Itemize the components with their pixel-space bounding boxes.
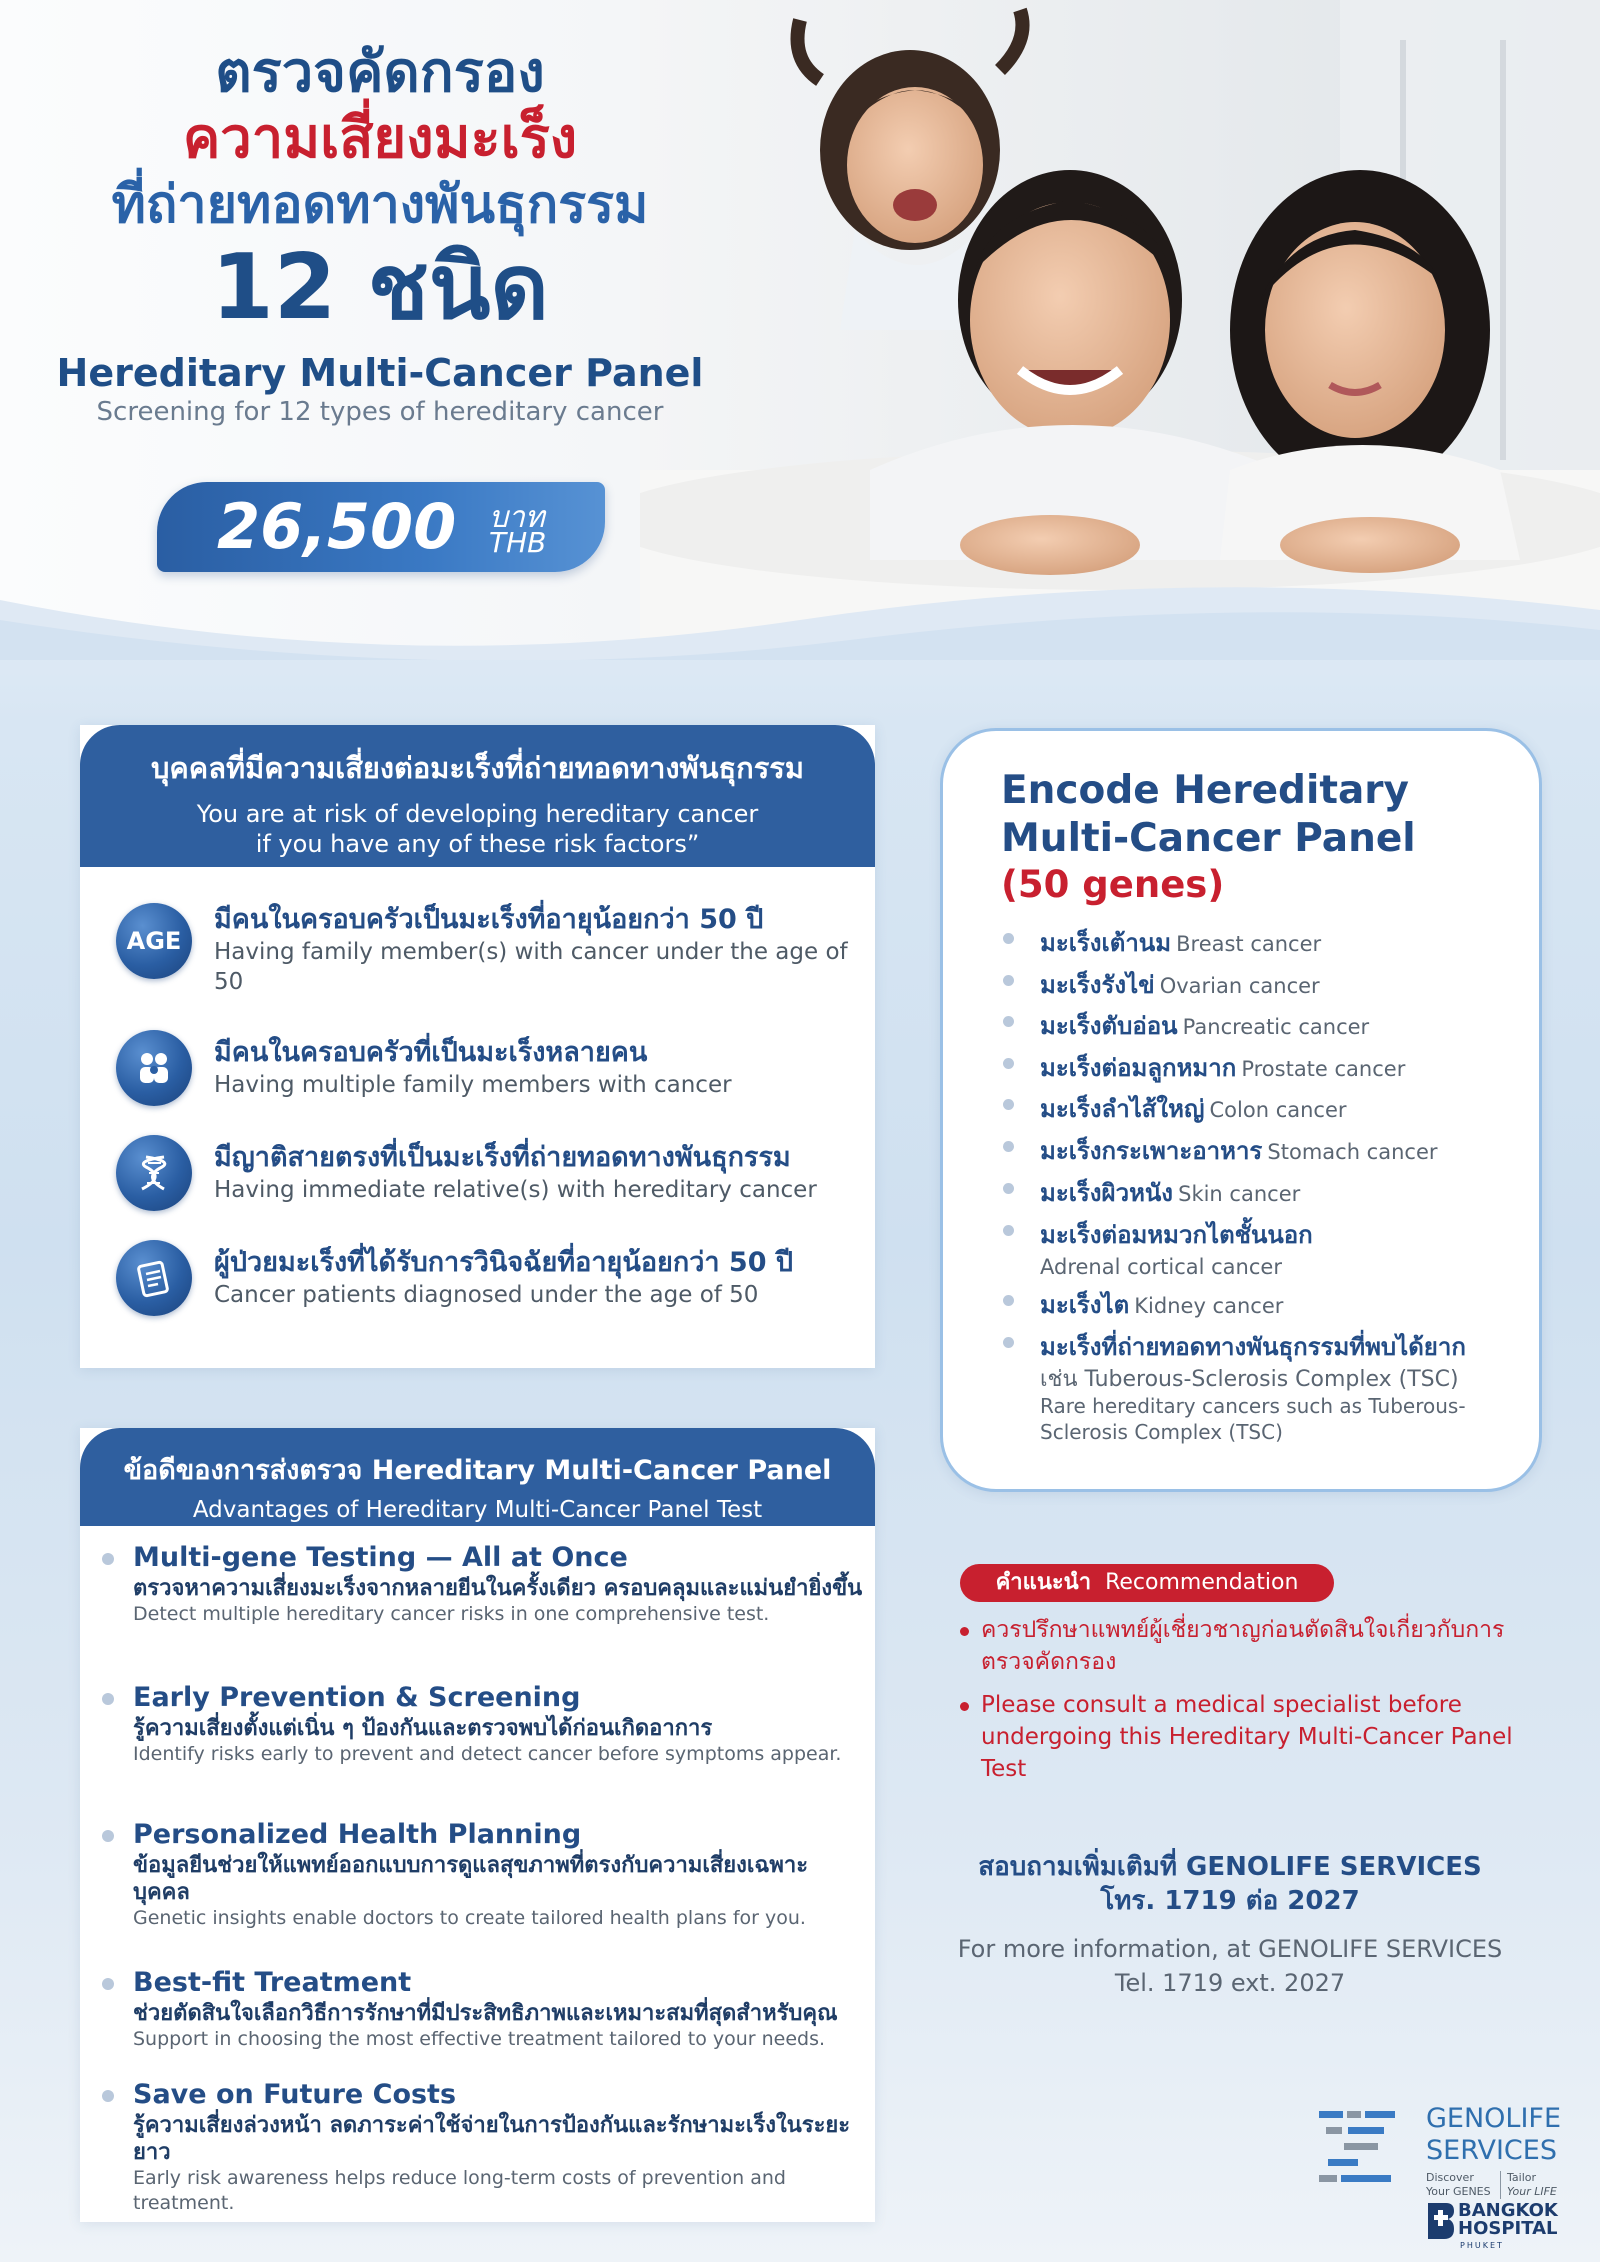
risk-item-th: มีญาติสายตรงที่เป็นมะเร็งที่ถ่ายทอดทางพันธุกรรม — [214, 1142, 791, 1173]
advantage-title: Personalized Health Planning — [133, 1819, 582, 1850]
bullet — [1003, 1016, 1014, 1027]
recommendation-label-en: Recommendation — [1105, 1570, 1299, 1595]
hospital-branch: PHUKET — [1460, 2241, 1504, 2250]
hero-title-block — [40, 40, 720, 428]
encode-panel — [940, 728, 1542, 1492]
gene-en: Colon cancer — [1209, 1098, 1347, 1122]
gene-th: มะเร็งผิวหนัง — [1040, 1179, 1174, 1207]
risk-item-th: มีคนในครอบครัวเป็นมะเร็งที่อายุน้อยกว่า 50 ปี — [214, 904, 764, 935]
risk-heading-en-1: You are at risk of developing hereditary cancer — [196, 800, 759, 828]
gene-th: มะเร็งกระเพาะอาหาร — [1040, 1137, 1263, 1165]
gene-th: มะเร็งต่อมหมวกไตชั้นนอก — [1040, 1221, 1313, 1249]
bullet — [102, 1693, 114, 1705]
bullet — [1003, 975, 1014, 986]
advantage-en: Support in choosing the most effective treatment tailored to your needs. — [133, 2028, 826, 2050]
gene-th: มะเร็งลำไส้ใหญ่ — [1040, 1095, 1205, 1123]
hero-title-line2: ความเสี่ยงมะเร็ง — [182, 106, 578, 171]
bullet — [102, 1978, 114, 1990]
risk-panel-header — [80, 725, 875, 867]
genolife-word-2: SERVICES — [1426, 2135, 1557, 2166]
advantage-th: ข้อมูลยีนช่วยให้แพทย์ออกแบบการดูแลสุขภาพที่ตรงกับความเสี่ยงเฉพาะบุคคล — [133, 1853, 809, 1905]
advantage-th: ตรวจหาความเสี่ยงมะเร็งจากหลายยีนในครั้งเดียว ครอบคลุมและแม่นยำยิ่งขึ้น — [133, 1576, 863, 1601]
hero-subtitle-desc: Screening for 12 types of hereditary cancer — [96, 397, 664, 427]
bullet — [1003, 1295, 1014, 1306]
advantages-heading-th: ข้อดีของการส่งตรวจ — [123, 1455, 363, 1486]
tag2a: Tailor — [1507, 2171, 1537, 2184]
hero-title-line1: ตรวจคัดกรอง — [215, 40, 545, 105]
gene-en: Kidney cancer — [1134, 1294, 1284, 1318]
contact-block — [920, 1850, 1540, 2000]
gene-th: มะเร็งตับอ่อน — [1040, 1012, 1178, 1040]
genolife-tag-2 — [1500, 2171, 1557, 2199]
advantage-en: Genetic insights enable doctors to create tailored health plans for you. — [133, 1907, 806, 1929]
gene-th: มะเร็งเต้านม — [1040, 929, 1172, 957]
genolife-tag-1 — [1426, 2171, 1491, 2199]
bullet — [102, 2090, 114, 2102]
bullet — [1003, 1337, 1014, 1348]
tag1b: Your GENES — [1426, 2185, 1491, 2198]
risk-item-en: Cancer patients diagnosed under the age of 50 — [214, 1282, 759, 1308]
recommendation-th: ควรปรึกษาแพทย์ผู้เชี่ยวชาญก่อนตัดสินใจเกี่ยวกับการตรวจคัดกรอง — [981, 1617, 1505, 1675]
gene-th-sub: เช่น Tuberous-Sclerosis Complex (TSC) — [1040, 1367, 1459, 1392]
hero-title-line3: ที่ถ่ายทอดทางพันธุกรรม — [111, 175, 649, 235]
risk-item-en: Having family member(s) with cancer under the age of 50 — [214, 939, 848, 995]
advantage-title: Early Prevention & Screening — [133, 1682, 581, 1713]
bullet — [102, 1830, 114, 1842]
gene-en: Pancreatic cancer — [1182, 1015, 1370, 1039]
advantages-heading-en: Advantages of Hereditary Multi-Cancer Panel Test — [192, 1497, 763, 1523]
bullet — [1003, 933, 1014, 944]
encode-title-line1: Encode Hereditary — [1001, 768, 1409, 813]
gene-th: มะเร็งที่ถ่ายทอดทางพันธุกรรมที่พบได้ยาก — [1040, 1333, 1466, 1361]
advantage-en: Detect multiple hereditary cancer risks in one comprehensive test. — [133, 1603, 770, 1625]
gene-th: มะเร็งต่อมลูกหมาก — [1040, 1054, 1237, 1082]
advantages-panel — [80, 1428, 875, 2222]
bangkok-hospital-mark-icon — [1426, 2201, 1456, 2241]
risk-item-en: Having immediate relative(s) with hereditary cancer — [214, 1177, 817, 1203]
risk-heading-en-2: if you have any of these risk factors” — [255, 830, 700, 858]
advantage-th: รู้ความเสี่ยงตั้งแต่เนิ่น ๆ ป้องกันและตรวจพบได้ก่อนเกิดอาการ — [133, 1716, 713, 1741]
genolife-wordmark — [1426, 2103, 1561, 2167]
price-value: 26,500 — [217, 490, 457, 563]
recommendation-badge — [960, 1564, 1334, 1602]
recommendation-item — [960, 1689, 1520, 1785]
advantage-en: Identify risks early to prevent and detect cancer before symptoms appear. — [133, 1743, 842, 1765]
bullet — [102, 1553, 114, 1565]
encode-title-line2: Multi-Cancer Panel — [1001, 816, 1416, 861]
risk-heading-th: บุคคลที่มีความเสี่ยงต่อมะเร็งที่ถ่ายทอดทางพันธุกรรม — [151, 751, 804, 785]
advantage-title: Best-fit Treatment — [133, 1967, 412, 1998]
contact-en-line2: Tel. 1719 ext. 2027 — [1114, 1969, 1346, 1997]
hero-subtitle-en: Hereditary Multi-Cancer Panel — [56, 351, 704, 395]
advantage-th: รู้ความเสี่ยงล่วงหน้า ลดภาระค่าใช้จ่ายในการป้องกันและรักษามะเร็งในระยะยาว — [133, 2113, 851, 2165]
advantages-header — [80, 1428, 875, 1526]
advantages-heading-product: Hereditary Multi-Cancer Panel — [371, 1455, 832, 1486]
advantage-th: ช่วยตัดสินใจเลือกวิธีการรักษาที่มีประสิทธิภาพและเหมาะสมที่สุดสำหรับคุณ — [133, 2001, 838, 2026]
advantage-title: Multi-gene Testing — All at Once — [133, 1542, 628, 1573]
bullet — [960, 1702, 969, 1711]
contact-th-line2: โทร. 1719 ต่อ 2027 — [1100, 1886, 1360, 1916]
recommendation-item — [960, 1614, 1520, 1678]
recommendation-label-th: คำแนะนำ — [995, 1570, 1092, 1595]
bullet — [1003, 1099, 1014, 1110]
gene-th: มะเร็งรังไข่ — [1040, 971, 1155, 999]
tag2b: Your LIFE — [1507, 2185, 1557, 2198]
gene-th: มะเร็งไต — [1040, 1291, 1130, 1319]
bullet — [1003, 1225, 1014, 1236]
brand-logos — [1310, 2095, 1590, 2255]
hero-banner — [0, 0, 1600, 660]
bullet — [960, 1627, 969, 1636]
bullet — [1003, 1183, 1014, 1194]
gene-en: Ovarian cancer — [1159, 974, 1320, 998]
recommendation-en: Please consult a medical specialist before undergoing this Hereditary Multi-Cancer Panel Test — [981, 1692, 1513, 1782]
gene-en: Breast cancer — [1176, 932, 1322, 956]
risk-item-en: Having multiple family members with cancer — [214, 1072, 732, 1098]
risk-item-th: มีคนในครอบครัวที่เป็นมะเร็งหลายคน — [214, 1037, 648, 1068]
bangkok-hospital-wordmark — [1458, 2202, 1558, 2238]
hospital-word-2: HOSPITAL — [1458, 2218, 1558, 2239]
price-unit-th: บาท — [489, 500, 545, 535]
encode-gene-count: (50 genes) — [1001, 863, 1225, 906]
family-icon — [116, 1030, 192, 1106]
hospital-word-1: BANGKOK — [1458, 2200, 1558, 2221]
gene-en: Stomach cancer — [1267, 1140, 1438, 1164]
gene-en: Adrenal cortical cancer — [1040, 1255, 1282, 1279]
contact-en-line1: For more information, at GENOLIFE SERVICES — [957, 1935, 1503, 1963]
genolife-word-1: GENOLIFE — [1426, 2103, 1562, 2134]
encode-title — [1001, 767, 1416, 863]
dna-icon — [116, 1135, 192, 1211]
contact-th-line1: สอบถามเพิ่มเติมที่ GENOLIFE SERVICES — [978, 1852, 1482, 1882]
advantage-title: Save on Future Costs — [133, 2079, 457, 2110]
price-badge — [157, 482, 605, 572]
family-photo — [640, 0, 1600, 640]
risk-item-th: ผู้ป่วยมะเร็งที่ได้รับการวินิจฉัยที่อายุน้อยกว่า 50 ปี — [214, 1247, 794, 1278]
hero-title-line4: 12 ชนิด — [211, 235, 549, 340]
bullet — [1003, 1141, 1014, 1152]
genolife-mark-icon — [1314, 2105, 1414, 2205]
gene-en: Prostate cancer — [1241, 1057, 1406, 1081]
tag1a: Discover — [1426, 2171, 1474, 2184]
gene-en: Skin cancer — [1178, 1182, 1301, 1206]
advantage-en: Early risk awareness helps reduce long-term costs of prevention and treatment. — [133, 2167, 786, 2214]
price-unit-en: THB — [489, 526, 547, 559]
hero-wave — [0, 560, 1600, 660]
clipboard-icon — [116, 1240, 192, 1316]
risk-factors-panel — [80, 725, 875, 1368]
bullet — [1003, 1058, 1014, 1069]
age-icon: AGE — [116, 903, 192, 979]
gene-en: Rare hereditary cancers such as Tuberous-Sclerosis Complex (TSC) — [1040, 1394, 1466, 1444]
